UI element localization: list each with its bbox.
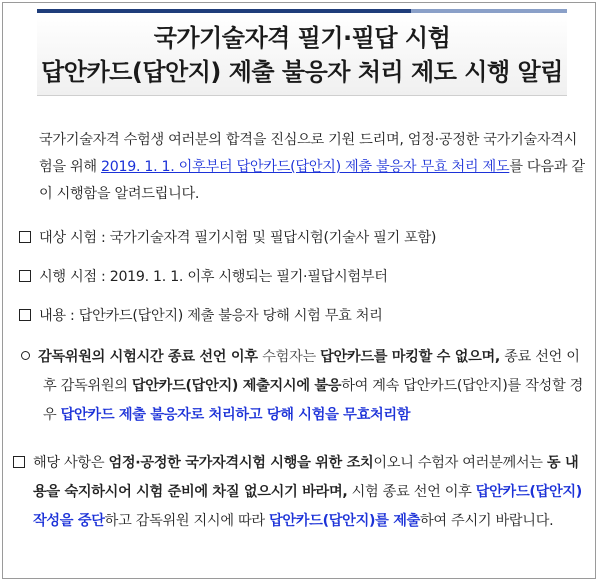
intro-text: 국가기술자격 수험생 여러분의 합격을 진심으로 기원 드리며, 엄정·공정한 국가기술자격시험을 위해: [39, 132, 578, 175]
item-content-text: 내용 : 답안카드(답안지) 제출 불응자 당해 시험 무효 처리: [39, 308, 383, 324]
title-box: [37, 13, 567, 96]
intro-highlight-link: 2019. 1. 1. 이후부터 답안카드(답안지) 제출 불응자 무효 처리 제도: [101, 159, 510, 175]
notice-paragraph: [33, 449, 589, 536]
item-date-text: 시행 시점 : 2019. 1. 1. 이후 시행되는 필기·필답시험부터: [39, 269, 388, 285]
item-content: [17, 303, 589, 330]
title-line-1: 국가기술자격 필기·필답 시험: [153, 24, 451, 52]
item-target: [17, 225, 589, 252]
detail-s7: 답안카드 제출 불응자로 처리하고 당해 시험을 무효처리함: [60, 407, 411, 423]
detail-s4: 종료 선언 이후 감독위원의: [43, 349, 580, 394]
notice-n1: 해당 사항은: [33, 455, 109, 471]
detail-s5: 답안카드(답안지) 제출지시에 불응: [131, 378, 342, 394]
notice-n9: 하여 주시기 바랍니다.: [420, 513, 554, 529]
notice-n8: 답안카드(답안지)를 제출: [268, 513, 421, 529]
checkbox-square-icon: [19, 309, 31, 321]
checkbox-square-icon: [19, 231, 31, 243]
detail-s1: 감독위원의 시험시간 종료 선언 이후: [38, 349, 263, 365]
notice-n5: 시험 종료 선언 이후: [347, 484, 476, 500]
notice-n3: 이오니 수험자 여러분께서는: [373, 455, 547, 471]
checkbox-square-icon: [13, 456, 25, 468]
notice-n2: 엄정·공정한 국가자격시험 시행을 위한 조치: [108, 455, 374, 471]
detail-s6: 하여 계속 답안카드(답안지)를 작성할 경우: [43, 378, 583, 423]
intro-paragraph: [17, 127, 589, 208]
notice-n4: 동 내용을 숙지하시어 시험 준비에 차질 없으시기 바라며,: [33, 455, 579, 500]
detail-s2: 수험자는: [262, 349, 321, 365]
circle-bullet-icon: [21, 351, 30, 360]
item-target-text: 대상 시험 : 국가기술자격 필기시험 및 필답시험(기술사 필기 포함): [39, 230, 437, 246]
checkbox-square-icon: [19, 270, 31, 282]
notice-frame: [2, 2, 596, 579]
item-date: [17, 264, 589, 291]
detail-s3: 답안카드를 마킹할 수 없으며,: [320, 349, 500, 365]
detail-paragraph: [38, 343, 589, 430]
title-line-2: 답안카드(답안지) 제출 불응자 처리 제도 시행 알림: [41, 58, 563, 86]
notice-n6: 답안카드(답안지) 작성을 중단: [33, 484, 582, 529]
intro-text-end: 를 다음과 같이 시행함을 알려드립니다.: [39, 159, 585, 202]
notice-n7: 하고 감독위원 지시에 따라: [104, 513, 269, 529]
